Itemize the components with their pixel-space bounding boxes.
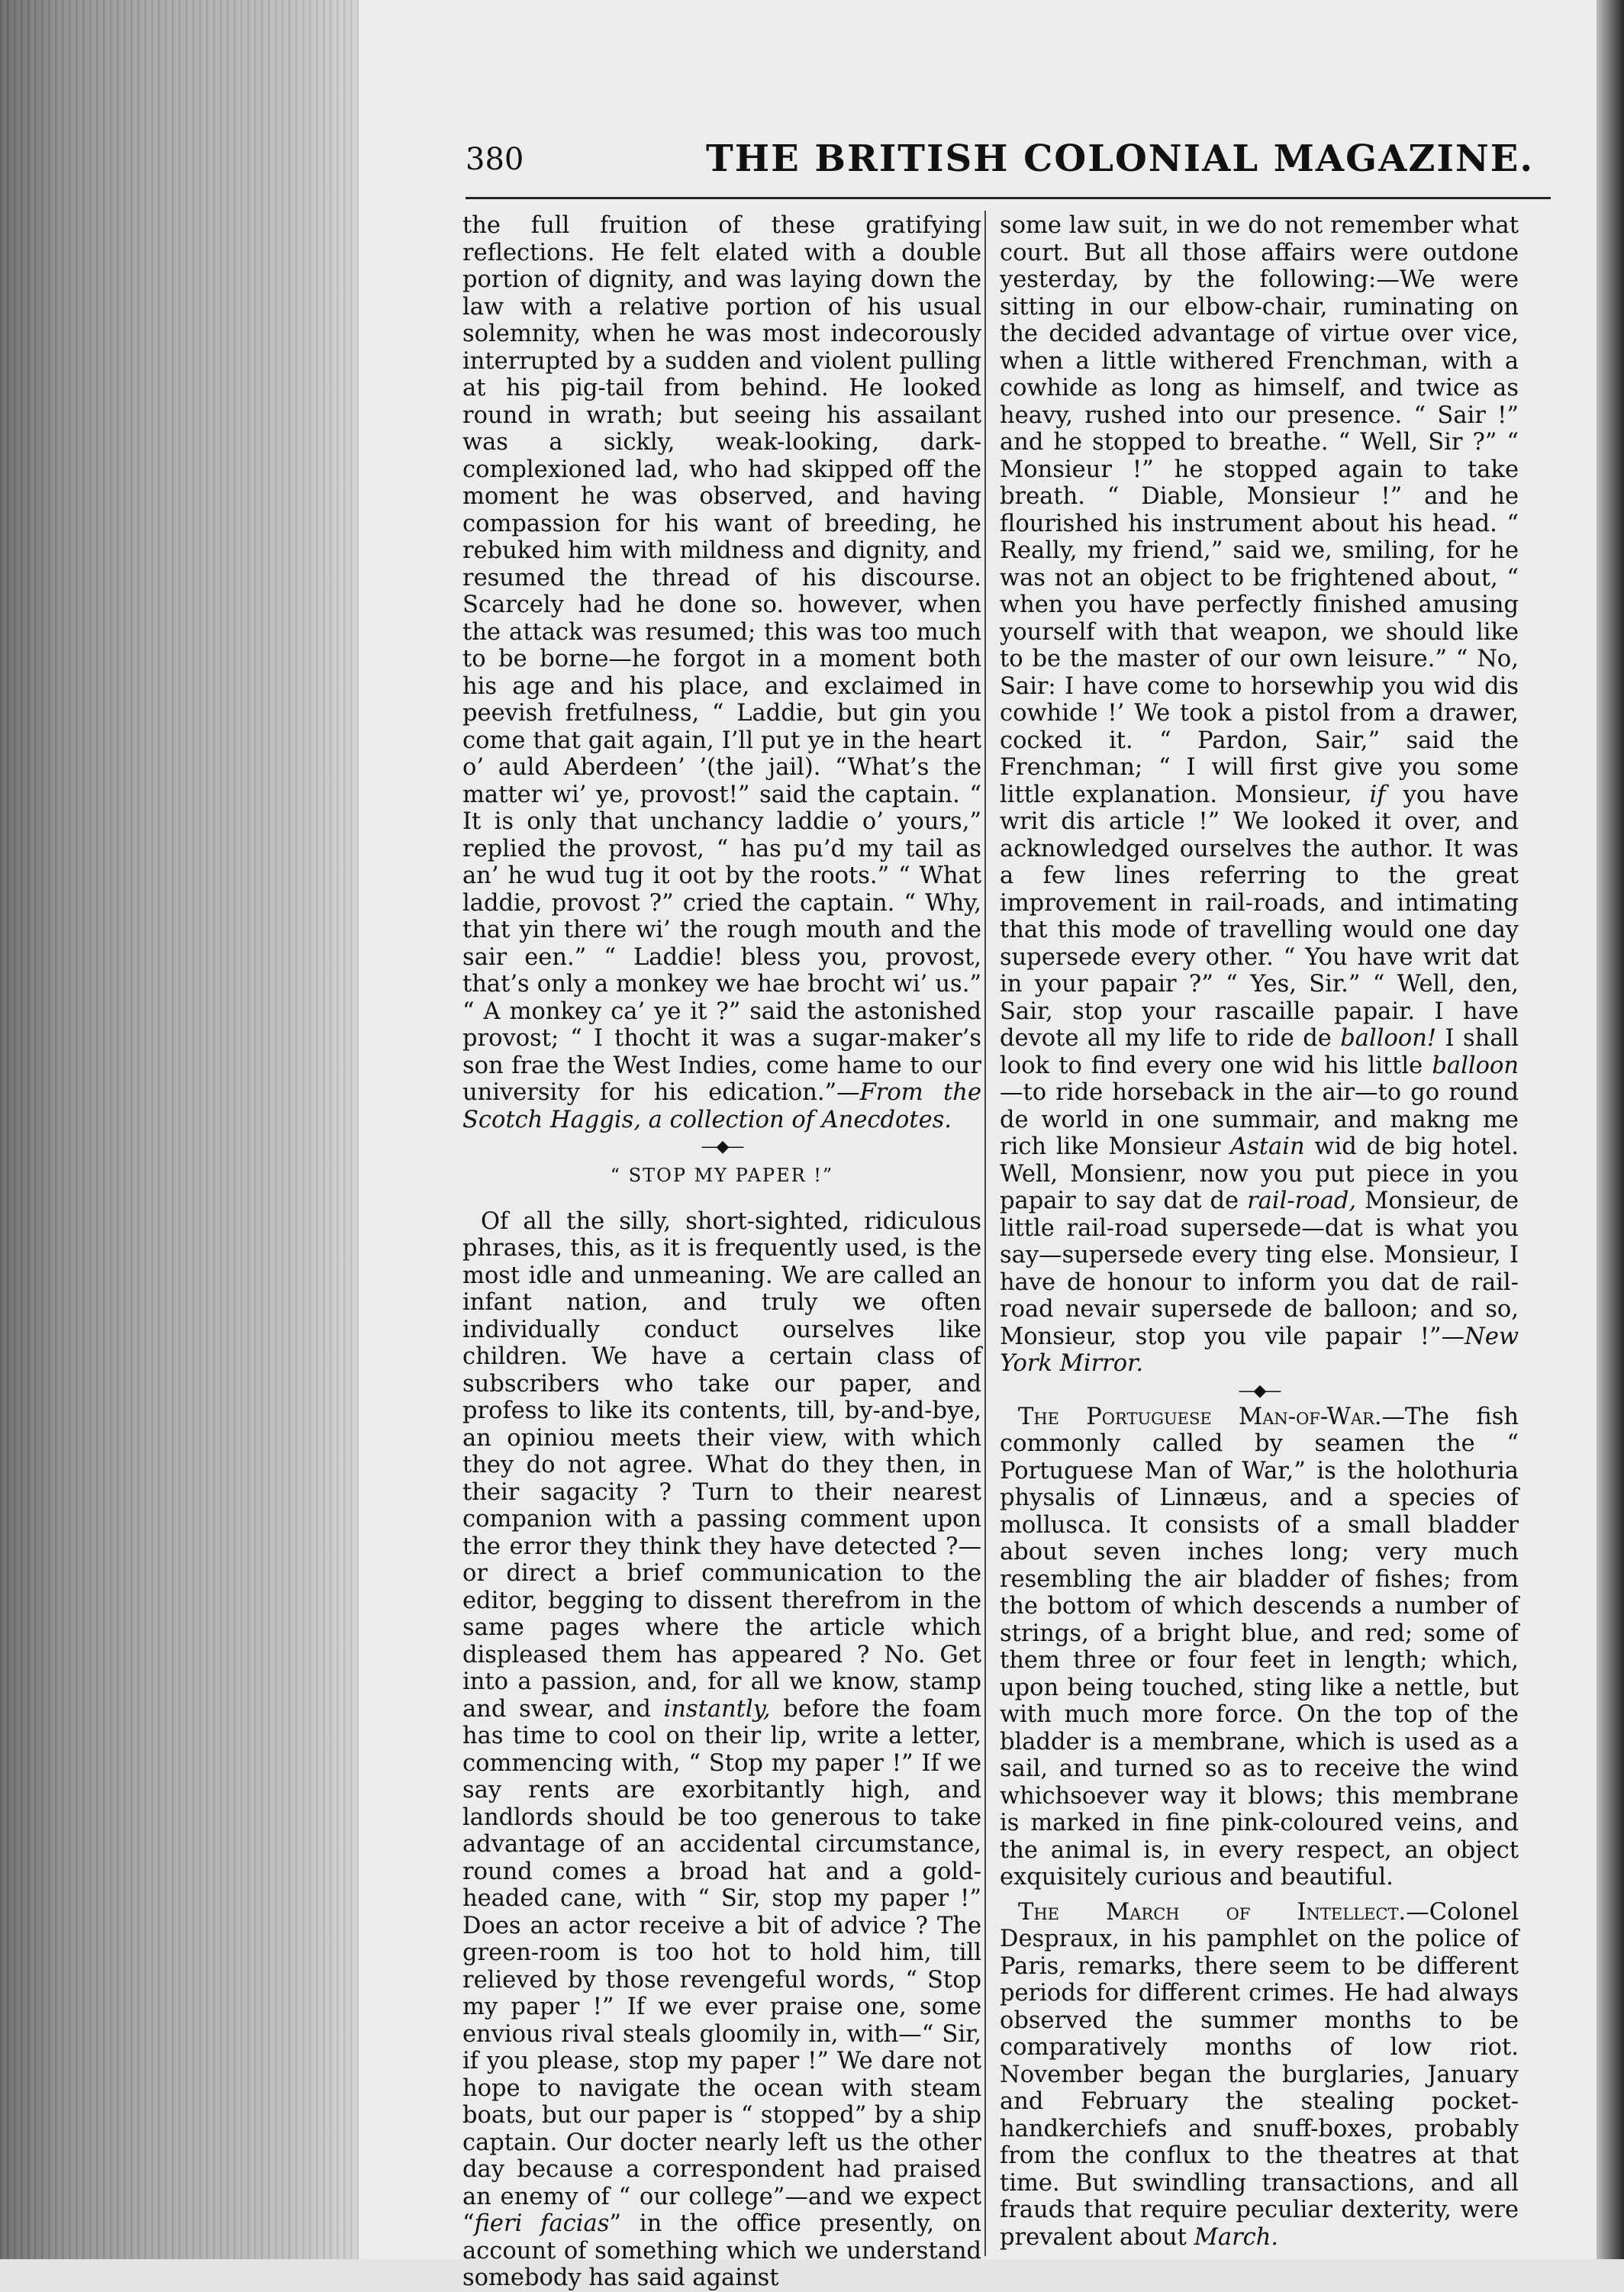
frenchman-text-5: wid de big hotel. Well, Monsienr, now you put piece in you papair to say dat de: [1000, 1133, 1519, 1214]
page-edge-shadow: [1597, 0, 1624, 2259]
column-divider: [984, 211, 986, 2256]
anecdote-paragraph: [462, 212, 981, 1133]
march-of-intellect-text: —Colonel Despraux, in his pamphlet on the police of Paris, remarks, there seem to be different periods for different crimes. He had always observed the summer months to be comparatively months of low riot. November began the burglaries, January and February the stealing pocket-handkerchiefs and snuff-boxes, probably from the conflux to the theatres at that time. But swindling transactions, and all frauds that require peculiar dexterity, were prevalent about: [1000, 1898, 1519, 2251]
article-text-end: ” in the office presently, on account of something which we understand somebody has said against: [462, 2210, 981, 2291]
anecdote-text: the full fruition of these gratifying reflections. He felt elated with a double portion of dignity, and was laying down the law with a relative portion of his usual solemnity, when he was most indecorously interrupted by a sudden and violent pulling at his pig-tail from behind. He looked round in wrath; but seeing his assailant was a sickly, weak-looking, dark-complexioned lad, who had skipped off the moment he was observed, and having compassion for his want of breeding, he rebuked him with mildness and dignity, and resumed the thread of his discourse. Scarcely had he done so. however, when the attack was resumed; this was too much to be borne—he forgot in a moment both his age and his place, and exclaimed in peevish fretfulness, “ Laddie, but gin you come that gait again, I’ll put ye in the heart o’ auld Aberdeen’ ’(the jail). “What’s the matter wi’ ye, provost!” said the captain. “ It is only that unchancy laddie o’ yours,” replied the provost, “ has pu’d my tail as an’ he wud tug it oot by the roots.” “ What laddie, provost ?” cried the captain. “ Why, that yin there wi’ the rough mouth and the sair een.” “ Laddie! bless you, provost, that’s only a monkey we hae brocht wi’ us.” “ A monkey ca’ ye it ?” said the astonished provost; “ I thocht it was a sugar-maker’s son frae the West Indies, come hame to our university for his edication.”—: [462, 212, 981, 1106]
article-text-continued: before the foam has time to cool on their lip, write a letter, commencing with, “ Stop my paper !” If we say rents are exorbitantly high, and landlords should be too generous to take advantage of an accidental circumstance, round comes a broad hat and a gold-headed cane, with “ Sir, stop my paper !” Does an actor receive a bit of advice ? The green-room is too hot to hold him, till relieved by those revengeful words, “ Stop my paper !” If we ever praise one, some envious rival steals gloomily in, with—“ Sir, if you please, stop my paper !” We dare not hope to navigate the ocean with steam boats, but our paper is “ stopped” by a ship captain. Our docter nearly left us the other day because a correspondent had praised an enemy of “ our college”—and we expect “: [462, 1695, 982, 2237]
fleuron-divider: —◆—: [701, 1137, 743, 1156]
march-of-intellect-paragraph: [1000, 1899, 1519, 2252]
frenchman-italic-balloon: balloon!: [1340, 1025, 1437, 1052]
running-title: THE BRITISH COLONIAL MAGAZINE.: [706, 137, 1535, 180]
fleuron-divider-right: —◆—: [1238, 1381, 1281, 1401]
frenchman-source: New York Mirror.: [1000, 1323, 1519, 1377]
portuguese-man-of-war-heading: The Portuguese Man-of-War.: [1018, 1403, 1382, 1430]
frenchman-italic-balloon-2: balloon: [1432, 1052, 1519, 1079]
frenchman-text-2: you have writ dis article !” We looked it over, and acknowledged ourselves the author. It was a few lines referring to the great improvement in rail-roads, and intimating that this mode of travelling would one day supersede every other. “ You have writ dat in your papair ?” “ Yes, Sir.” “ Well, den, Sair, stop your rascaille papair. I have devote all my life to ride de: [1000, 781, 1519, 1052]
portuguese-man-of-war-paragraph: [1000, 1404, 1519, 1891]
left-column: [462, 212, 981, 2292]
book-spine-shadow: [0, 0, 359, 2259]
page-number: 380: [466, 142, 524, 177]
stop-my-paper-paragraph: [462, 1208, 981, 2292]
frenchman-text-6: Monsieur, de little rail-road supersede—dat is what you say—supersede every ting else. Monsieur, I have de honour to inform you dat de rail-road nevair supersede de balloon; and so, Monsieur, stop you vile papair !”—: [1000, 1188, 1519, 1350]
magazine-page: [359, 0, 1597, 2291]
article-italic: instantly,: [663, 1695, 771, 1723]
article-text: Of all the silly, short-sighted, ridiculous phrases, this, as it is frequently used, is the most idle and unmeaning. We are called an infant nation, and truly we often individually conduct ourselves like children. We have a certain class of subscribers who take our paper, and profess to like its contents, till, by-and-bye, an opiniou meets their view, with which they do not agree. What do they then, in their sagacity ? Turn to their nearest companion with a passing comment upon the error they think they have detected ?—or direct a brief communication to the editor, begging to dissent therefrom in the same pages where the article which displeased them has appeared ? No. Get into a passion, and, for all we know, stamp and swear, and: [462, 1207, 981, 1723]
frenchman-text: some law suit, in we do not remember what court. But all those affairs were outdone yesterday, by the following:—We were sitting in our elbow-chair, ruminating on the decided advantage of virtue over vice, when a little withered Frenchman, with a cowhide as long as himself, and twice as heavy, rushed into our presence. “ Sair !” and he stopped to breathe. “ Well, Sir ?” “ Monsieur !” he stopped again to take breath. “ Diable, Monsieur !” and he flourished his instrument about his head. “ Really, my friend,” said we, smiling, for he was not an object to be frightened about, “ when you have perfectly finished amusing yourself with that weapon, we should like to be the master of our own leisure.” “ No, Sair: I have come to horsewhip you wid dis cowhide !’ We took a pistol from a drawer, cocked it. “ Pardon, Sair,” said the Frenchman; “ I will first give you some little explanation. Monsieur,: [1000, 212, 1519, 808]
frenchman-italic-astain: Astain: [1230, 1133, 1305, 1160]
frenchman-text-3: I shall look to find every one wid his little: [1000, 1025, 1519, 1079]
header-rule: [466, 197, 1551, 199]
section-title-stop-my-paper: “ STOP MY PAPER !”: [610, 1165, 834, 1186]
march-of-intellect-italic: March.: [1194, 2223, 1279, 2251]
anecdote-source: From the Scotch Haggis, a collection of Anecdotes.: [462, 1079, 982, 1133]
right-column: [1000, 212, 1519, 2251]
frenchman-paragraph: [1000, 212, 1519, 1378]
frenchman-text-4: —to ride horseback in the air—to go round de world in one summair, and makng me rich like Monsieur: [1000, 1079, 1519, 1160]
frenchman-italic-railroad: rail-road,: [1247, 1188, 1357, 1214]
frenchman-italic-if: if: [1369, 781, 1386, 808]
march-of-intellect-heading: The March of Intellect.: [1018, 1898, 1406, 1926]
article-italic-latin: fieri facias: [474, 2210, 610, 2237]
portuguese-man-of-war-text: —The fish commonly called by seamen the “ Portuguese Man of War,” is the holothuria physalis of Linnæus, and a species of mollusca. It consists of a small bladder about seven inches long; very much resembling the air bladder of fishes; from the bottom of which descends a number of strings, of a bright blue, and red; some of them three or four feet in length; which, upon being touched, sting like a nettle, but with much more force. On the top of the bladder is a membrane, which is used as a sail, and turned so as to receive the wind whichsoever way it blows; this membrane is marked in fine pink-coloured veins, and the animal is, in every respect, an object exquisitely curious and beautiful.: [1000, 1403, 1519, 1891]
